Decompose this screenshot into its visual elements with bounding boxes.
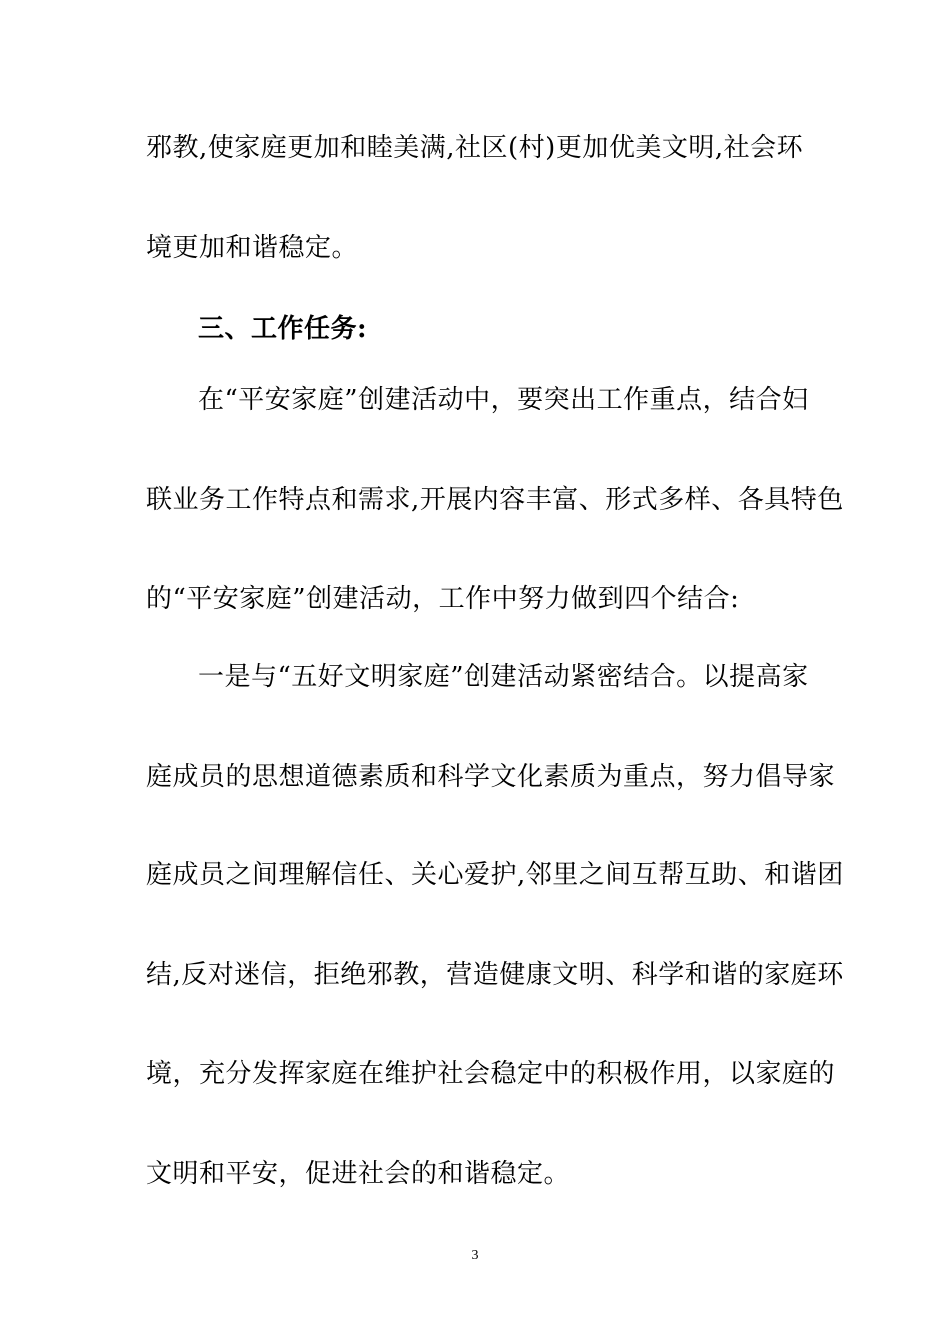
page-number: 3 <box>471 1248 479 1263</box>
paragraph-line-2: 境更加和谐稳定。 <box>146 233 359 263</box>
paragraph-line-4: 联业务工作特点和需求,开展内容丰富、形式多样、各具特色 <box>146 485 844 515</box>
paragraph-line-5: 的“平安家庭”创建活动，工作中努力做到四个结合: <box>146 584 740 614</box>
paragraph-line-3: 在“平安家庭”创建活动中，要突出工作重点，结合妇 <box>198 385 809 415</box>
paragraph-line-9: 结,反对迷信，拒绝邪教，营造健康文明、科学和谐的家庭环 <box>146 960 844 990</box>
section-heading: 三、工作任务: <box>198 314 368 344</box>
paragraph-line-1: 邪教,使家庭更加和睦美满,社区(村)更加优美文明,社会环 <box>146 133 804 163</box>
paragraph-line-10: 境，充分发挥家庭在维护社会稳定中的积极作用，以家庭的 <box>146 1059 836 1089</box>
paragraph-line-11: 文明和平安，促进社会的和谐稳定。 <box>146 1159 571 1189</box>
paragraph-line-6: 一是与“五好文明家庭”创建活动紧密结合。以提高家 <box>198 662 809 692</box>
paragraph-line-8: 庭成员之间理解信任、关心爱护,邻里之间互帮互助、和谐团 <box>146 860 844 890</box>
paragraph-line-7: 庭成员的思想道德素质和科学文化素质为重点，努力倡导家 <box>146 762 836 792</box>
